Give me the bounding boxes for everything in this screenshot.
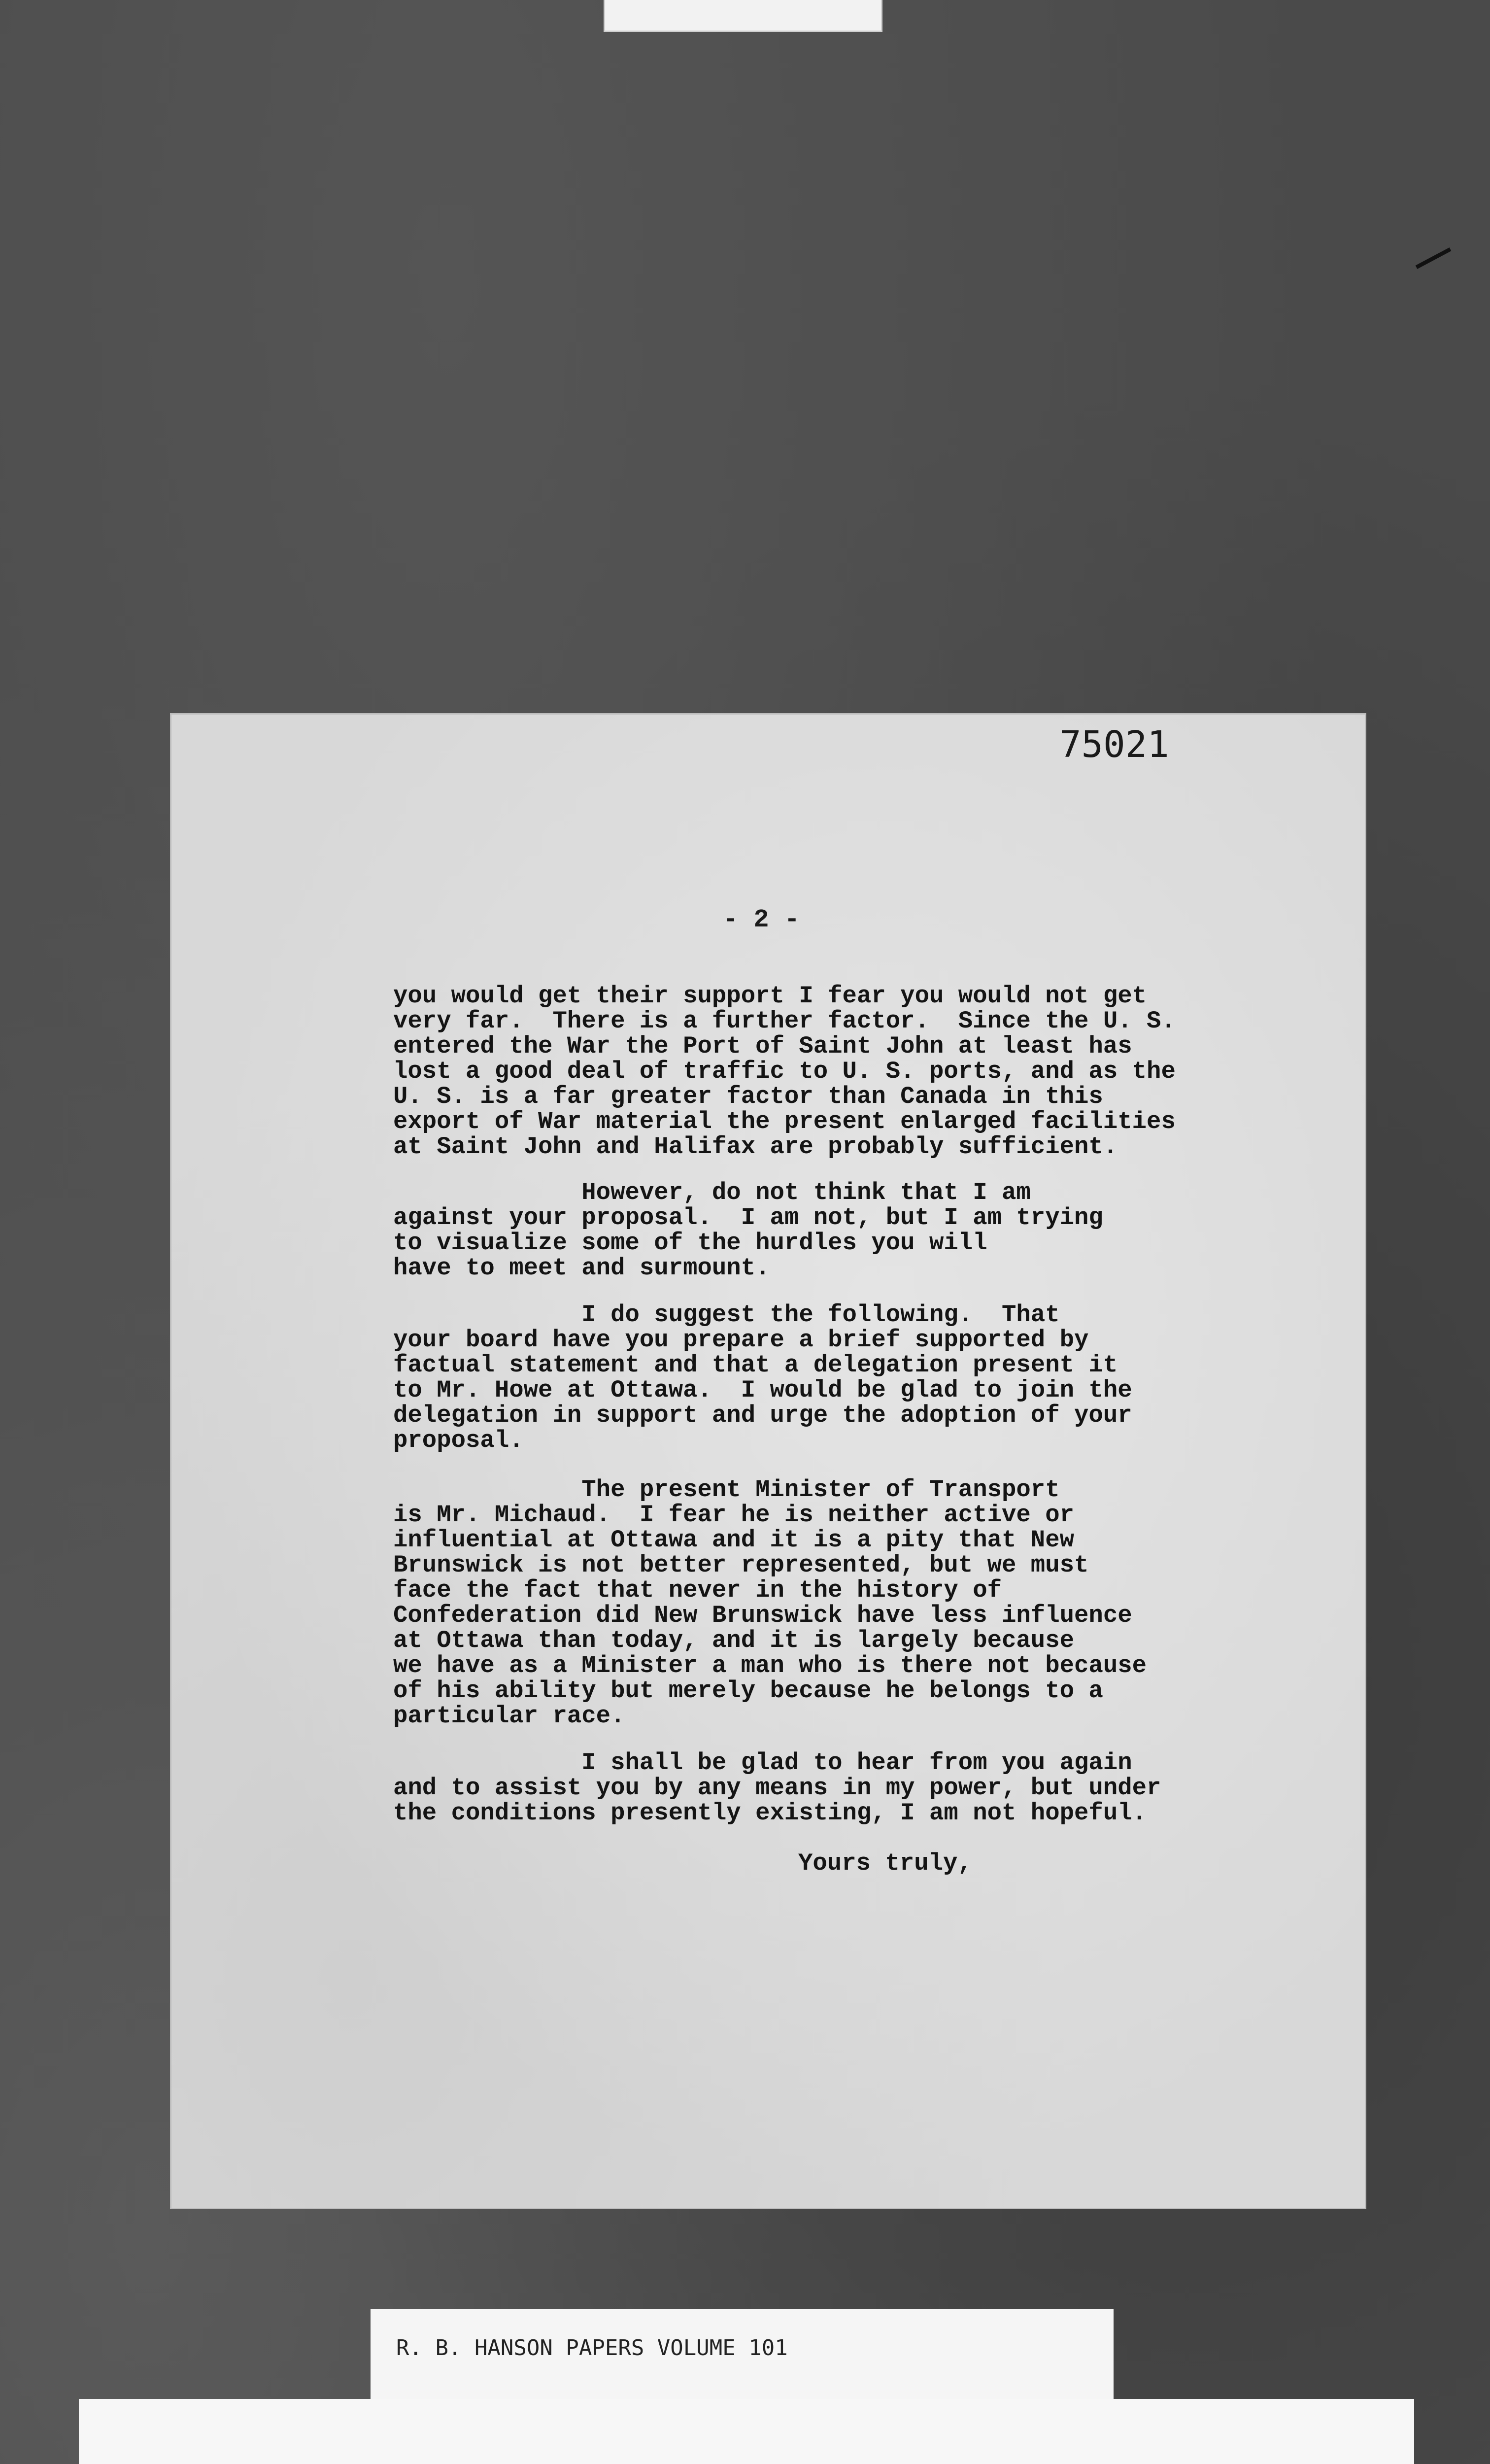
paragraph-4: The present Minister of Transport is Mr. Michaud. I fear he is neither active or influential at Ottawa and it is a pity that New Brunswick is not better represented, but we must face the fact that never in the history of Confederation did New Brunswick have less influence at Ottawa than today, and it is largely because we have as a Minister a man who is there not because of his ability but merely because he belongs to a particular race. bbox=[393, 1476, 1147, 1730]
top-tab bbox=[604, 0, 882, 32]
volume-label-text: R. B. HANSON PAPERS VOLUME 101 bbox=[396, 2335, 788, 2361]
paragraph-5: I shall be glad to hear from you again and to assist you by any means in my power, but under the conditions presently existing, I am not hopeful. bbox=[393, 1749, 1161, 1827]
document-page bbox=[171, 715, 1365, 2208]
film-scratch bbox=[1416, 247, 1452, 269]
paragraph-2: However, do not think that I am against your proposal. I am not, but I am trying to visualize some of the hurdles you will have to meet and surmount. bbox=[393, 1179, 1103, 1282]
document-number: 75021 bbox=[1059, 723, 1169, 766]
paragraph-3: I do suggest the following. That your board have you prepare a brief supported by factual statement and that a delegation present it to Mr. Howe at Ottawa. I would be glad to join the delegation in support and urge the adoption of your proposal. bbox=[393, 1301, 1132, 1454]
page-number: - 2 - bbox=[722, 905, 800, 934]
paragraph-1: you would get their support I fear you would not get very far. There is a further factor. Since the U. S. entered the War the Port of Saint John at least has lost a good deal of traffic to U. S. ports, and as the U. S. is a far greater factor than Canada in this export of War material the present enlarged facilities at Saint John and Halifax are probably sufficient. bbox=[393, 982, 1176, 1161]
archives-label bbox=[79, 2399, 1414, 2464]
volume-label bbox=[371, 2309, 1114, 2402]
closing: Yours truly, bbox=[798, 1849, 972, 1877]
